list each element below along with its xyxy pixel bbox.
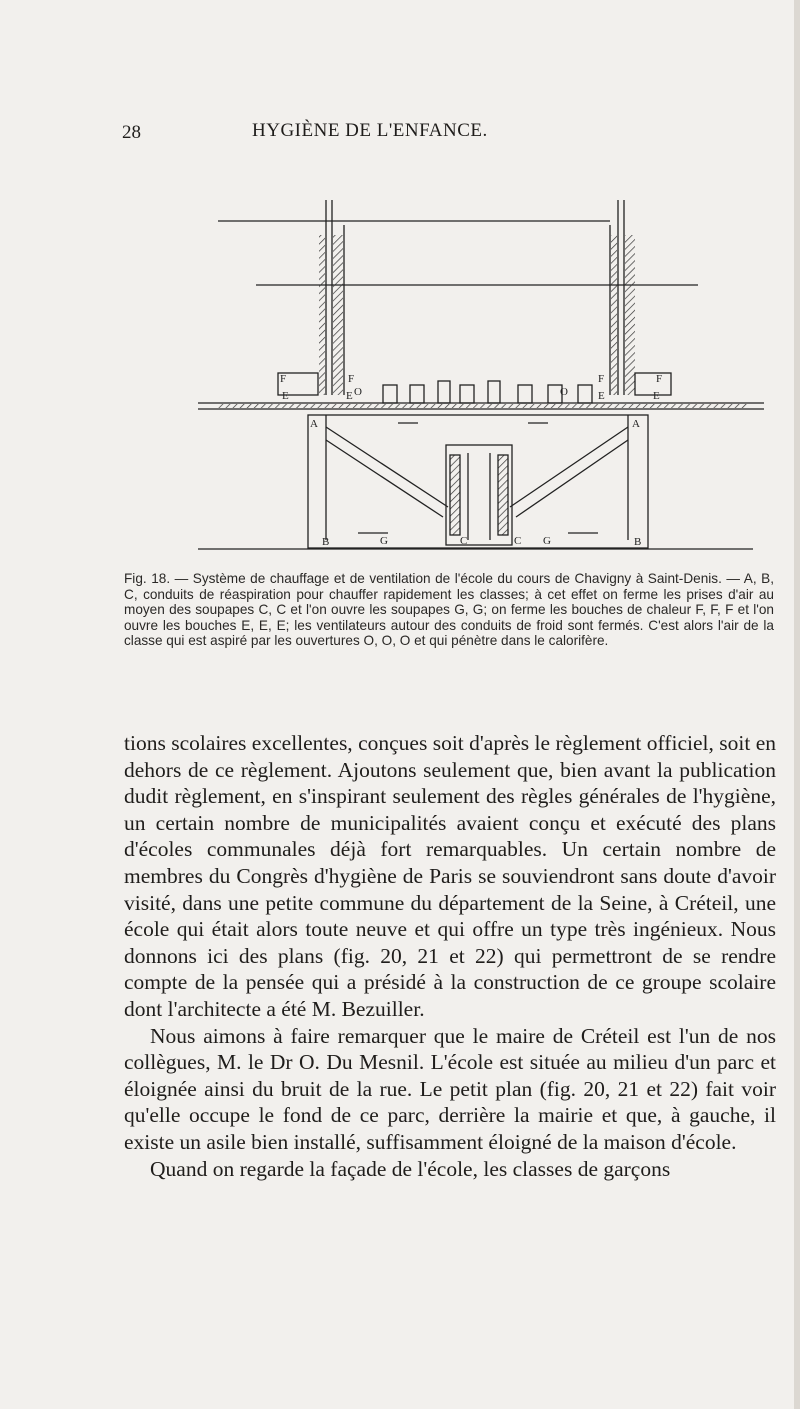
label-G: G	[380, 535, 388, 547]
paragraph: tions scolaires excellentes, conçues soit d'après le règlement officiel, soit en dehors de ce règlement. Ajoutons seulement que, bien avant la publication dudit règlement, en s'inspirant seulement des règles générales de l'hygiène, un certain nombre de municipalités avaient conçu et exécuté des plans d'écoles communales déjà fort remarquables. Un certain nombre de membres du Congrès d'hygiène de Paris se souviendront sans doute d'avoir visité, dans une petite commune du département de la Seine, à Créteil, une école qui était alors toute neuve et qui offre un type très ingénieux. Nous donnons ici des plans (fig. 20, 21 et 22) qui permettront de se rendre compte de la pensée qui a présidé à la construction de ce groupe scolaire dont l'architecte a été M. Bezuiller.	[124, 731, 776, 1021]
paragraph: Nous aimons à faire remarquer que le maire de Créteil est l'un de nos collègues, M. le Dr O. Du Mesnil. L'école est située au milieu d'un parc et éloignée ainsi du bruit de la rue. Le petit plan (fig. 20, 21 et 22) fait voir qu'elle occupe le fond de ce parc, derrière la mairie et que, à gauche, il existe un asile bien installé, suffisamment éloigné de la maison d'école.	[124, 1023, 776, 1154]
ventilation-diagram	[198, 195, 764, 570]
label-F: F	[598, 373, 605, 385]
label-O: O	[560, 386, 568, 398]
label-E: E	[282, 390, 289, 402]
label-E: E	[598, 390, 605, 402]
running-title: HYGIÈNE DE L'ENFANCE.	[252, 120, 488, 141]
label-B: B	[634, 536, 642, 548]
label-B: B	[322, 536, 330, 548]
page-number: 28	[122, 122, 141, 143]
label-F: F	[280, 373, 287, 385]
label-E: E	[346, 390, 353, 402]
label-A: A	[632, 418, 640, 430]
label-A: A	[310, 418, 318, 430]
label-E: E	[653, 390, 660, 402]
figure-caption	[124, 571, 774, 649]
paragraph: Quand on regarde la façade de l'école, les classes de garçons	[150, 1156, 671, 1181]
label-C: C	[514, 535, 522, 547]
label-G: G	[543, 535, 551, 547]
label-F: F	[348, 373, 355, 385]
label-C: C	[460, 535, 468, 547]
page-edge	[794, 0, 800, 1409]
caption-text: Fig. 18. — Système de chauffage et de ventilation de l'école du cours de Chavigny à Saint-Denis. — A, B, C, conduits de réaspiration pour chauffer rapidement les classes; à cet effet on ferme les prises d'air au moyen des soupapes C, C et l'on ouvre les soupapes G, G; on ferme les bouches de chaleur F, F, F et l'on ouvre les bouches E, E, E; les ventilateurs autour des conduits de froid sont fermés. C'est alors l'air de la classe qui est aspiré par les ouvertures O, O, O et qui pénètre dans le calorifère.	[124, 571, 774, 649]
body-text	[124, 730, 776, 1182]
label-F: F	[656, 373, 663, 385]
label-O: O	[354, 386, 362, 398]
